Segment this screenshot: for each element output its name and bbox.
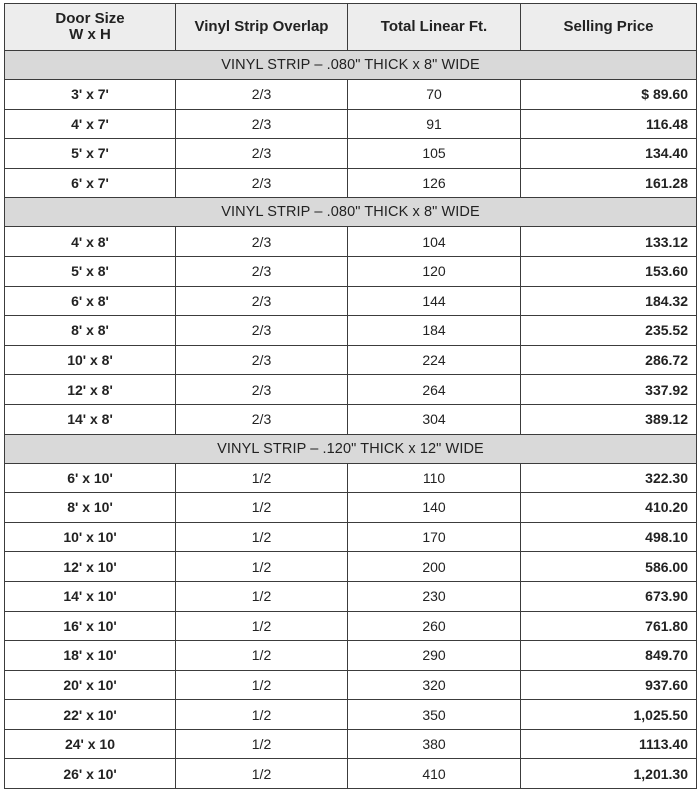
linear-ft-cell: 170 <box>348 522 521 552</box>
linear-ft-cell: 224 <box>348 345 521 375</box>
table-row <box>5 256 697 286</box>
door-size-cell: 26' x 10' <box>5 759 176 789</box>
table-row <box>5 552 697 582</box>
table-row <box>5 404 697 434</box>
linear-ft-cell: 410 <box>348 759 521 789</box>
section-title: VINYL STRIP – .080" THICK x 8" WIDE <box>5 198 697 227</box>
price-cell: 389.12 <box>521 404 697 434</box>
linear-ft-cell: 320 <box>348 670 521 700</box>
overlap-cell: 2/3 <box>176 256 348 286</box>
price-cell: 134.40 <box>521 139 697 169</box>
door-size-cell: 8' x 10' <box>5 493 176 523</box>
price-cell: 849.70 <box>521 641 697 671</box>
price-cell: 337.92 <box>521 375 697 405</box>
door-size-cell: 5' x 8' <box>5 256 176 286</box>
table-row <box>5 581 697 611</box>
table-row <box>5 139 697 169</box>
header-door-size-line2: W x H <box>69 26 111 43</box>
overlap-cell: 2/3 <box>176 80 348 110</box>
door-size-cell: 24' x 10 <box>5 729 176 759</box>
section-title: VINYL STRIP – .080" THICK x 8" WIDE <box>5 51 697 80</box>
overlap-cell: 1/2 <box>176 493 348 523</box>
price-cell: 937.60 <box>521 670 697 700</box>
door-size-cell: 14' x 8' <box>5 404 176 434</box>
price-cell: 286.72 <box>521 345 697 375</box>
price-cell: 586.00 <box>521 552 697 582</box>
linear-ft-cell: 200 <box>348 552 521 582</box>
door-size-cell: 12' x 8' <box>5 375 176 405</box>
table-body <box>5 51 697 789</box>
price-cell: 184.32 <box>521 286 697 316</box>
linear-ft-cell: 260 <box>348 611 521 641</box>
door-size-cell: 3' x 7' <box>5 80 176 110</box>
door-size-cell: 20' x 10' <box>5 670 176 700</box>
overlap-cell: 1/2 <box>176 581 348 611</box>
price-table-container <box>4 3 696 789</box>
linear-ft-cell: 184 <box>348 316 521 346</box>
price-cell: 410.20 <box>521 493 697 523</box>
table-row <box>5 729 697 759</box>
door-size-cell: 5' x 7' <box>5 139 176 169</box>
price-cell: 1,025.50 <box>521 700 697 730</box>
overlap-cell: 1/2 <box>176 522 348 552</box>
table-row <box>5 80 697 110</box>
section-title: VINYL STRIP – .120" THICK x 12" WIDE <box>5 434 697 463</box>
linear-ft-cell: 110 <box>348 463 521 493</box>
price-cell: 498.10 <box>521 522 697 552</box>
linear-ft-cell: 104 <box>348 227 521 257</box>
door-size-cell: 10' x 8' <box>5 345 176 375</box>
linear-ft-cell: 140 <box>348 493 521 523</box>
linear-ft-cell: 230 <box>348 581 521 611</box>
table-row <box>5 227 697 257</box>
door-size-cell: 6' x 8' <box>5 286 176 316</box>
header-price: Selling Price <box>521 4 697 51</box>
header-overlap: Vinyl Strip Overlap <box>176 4 348 51</box>
table-row <box>5 611 697 641</box>
overlap-cell: 1/2 <box>176 463 348 493</box>
linear-ft-cell: 70 <box>348 80 521 110</box>
overlap-cell: 1/2 <box>176 670 348 700</box>
table-row <box>5 168 697 198</box>
price-cell: 673.90 <box>521 581 697 611</box>
overlap-cell: 1/2 <box>176 641 348 671</box>
table-row <box>5 522 697 552</box>
price-cell: 153.60 <box>521 256 697 286</box>
vinyl-strip-price-table <box>4 3 697 789</box>
linear-ft-cell: 91 <box>348 109 521 139</box>
price-cell: 761.80 <box>521 611 697 641</box>
overlap-cell: 2/3 <box>176 227 348 257</box>
door-size-cell: 12' x 10' <box>5 552 176 582</box>
table-row <box>5 641 697 671</box>
overlap-cell: 2/3 <box>176 286 348 316</box>
linear-ft-cell: 290 <box>348 641 521 671</box>
overlap-cell: 2/3 <box>176 345 348 375</box>
overlap-cell: 2/3 <box>176 139 348 169</box>
door-size-cell: 14' x 10' <box>5 581 176 611</box>
overlap-cell: 1/2 <box>176 552 348 582</box>
price-cell: 322.30 <box>521 463 697 493</box>
overlap-cell: 2/3 <box>176 316 348 346</box>
door-size-cell: 10' x 10' <box>5 522 176 552</box>
overlap-cell: 2/3 <box>176 404 348 434</box>
door-size-cell: 16' x 10' <box>5 611 176 641</box>
table-row <box>5 375 697 405</box>
table-row <box>5 670 697 700</box>
header-door-size <box>5 4 176 51</box>
table-row <box>5 109 697 139</box>
door-size-cell: 4' x 7' <box>5 109 176 139</box>
overlap-cell: 2/3 <box>176 375 348 405</box>
price-cell: 161.28 <box>521 168 697 198</box>
header-linear-ft: Total Linear Ft. <box>348 4 521 51</box>
linear-ft-cell: 350 <box>348 700 521 730</box>
linear-ft-cell: 120 <box>348 256 521 286</box>
table-row <box>5 493 697 523</box>
overlap-cell: 1/2 <box>176 700 348 730</box>
overlap-cell: 1/2 <box>176 759 348 789</box>
linear-ft-cell: 144 <box>348 286 521 316</box>
table-row <box>5 316 697 346</box>
overlap-cell: 2/3 <box>176 168 348 198</box>
table-row <box>5 463 697 493</box>
table-row <box>5 759 697 789</box>
section-header-row <box>5 198 697 227</box>
price-cell: 133.12 <box>521 227 697 257</box>
door-size-cell: 4' x 8' <box>5 227 176 257</box>
price-cell: 235.52 <box>521 316 697 346</box>
price-cell: 116.48 <box>521 109 697 139</box>
table-row <box>5 286 697 316</box>
overlap-cell: 1/2 <box>176 729 348 759</box>
door-size-cell: 22' x 10' <box>5 700 176 730</box>
table-header <box>5 4 697 51</box>
price-cell: $ 89.60 <box>521 80 697 110</box>
price-cell: 1113.40 <box>521 729 697 759</box>
linear-ft-cell: 304 <box>348 404 521 434</box>
table-row <box>5 345 697 375</box>
header-door-size-line1: Door Size <box>55 10 125 27</box>
overlap-cell: 1/2 <box>176 611 348 641</box>
header-row <box>5 4 697 51</box>
overlap-cell: 2/3 <box>176 109 348 139</box>
door-size-cell: 18' x 10' <box>5 641 176 671</box>
door-size-cell: 8' x 8' <box>5 316 176 346</box>
door-size-cell: 6' x 10' <box>5 463 176 493</box>
linear-ft-cell: 126 <box>348 168 521 198</box>
section-header-row <box>5 434 697 463</box>
linear-ft-cell: 380 <box>348 729 521 759</box>
linear-ft-cell: 264 <box>348 375 521 405</box>
section-header-row <box>5 51 697 80</box>
door-size-cell: 6' x 7' <box>5 168 176 198</box>
linear-ft-cell: 105 <box>348 139 521 169</box>
table-row <box>5 700 697 730</box>
price-cell: 1,201.30 <box>521 759 697 789</box>
